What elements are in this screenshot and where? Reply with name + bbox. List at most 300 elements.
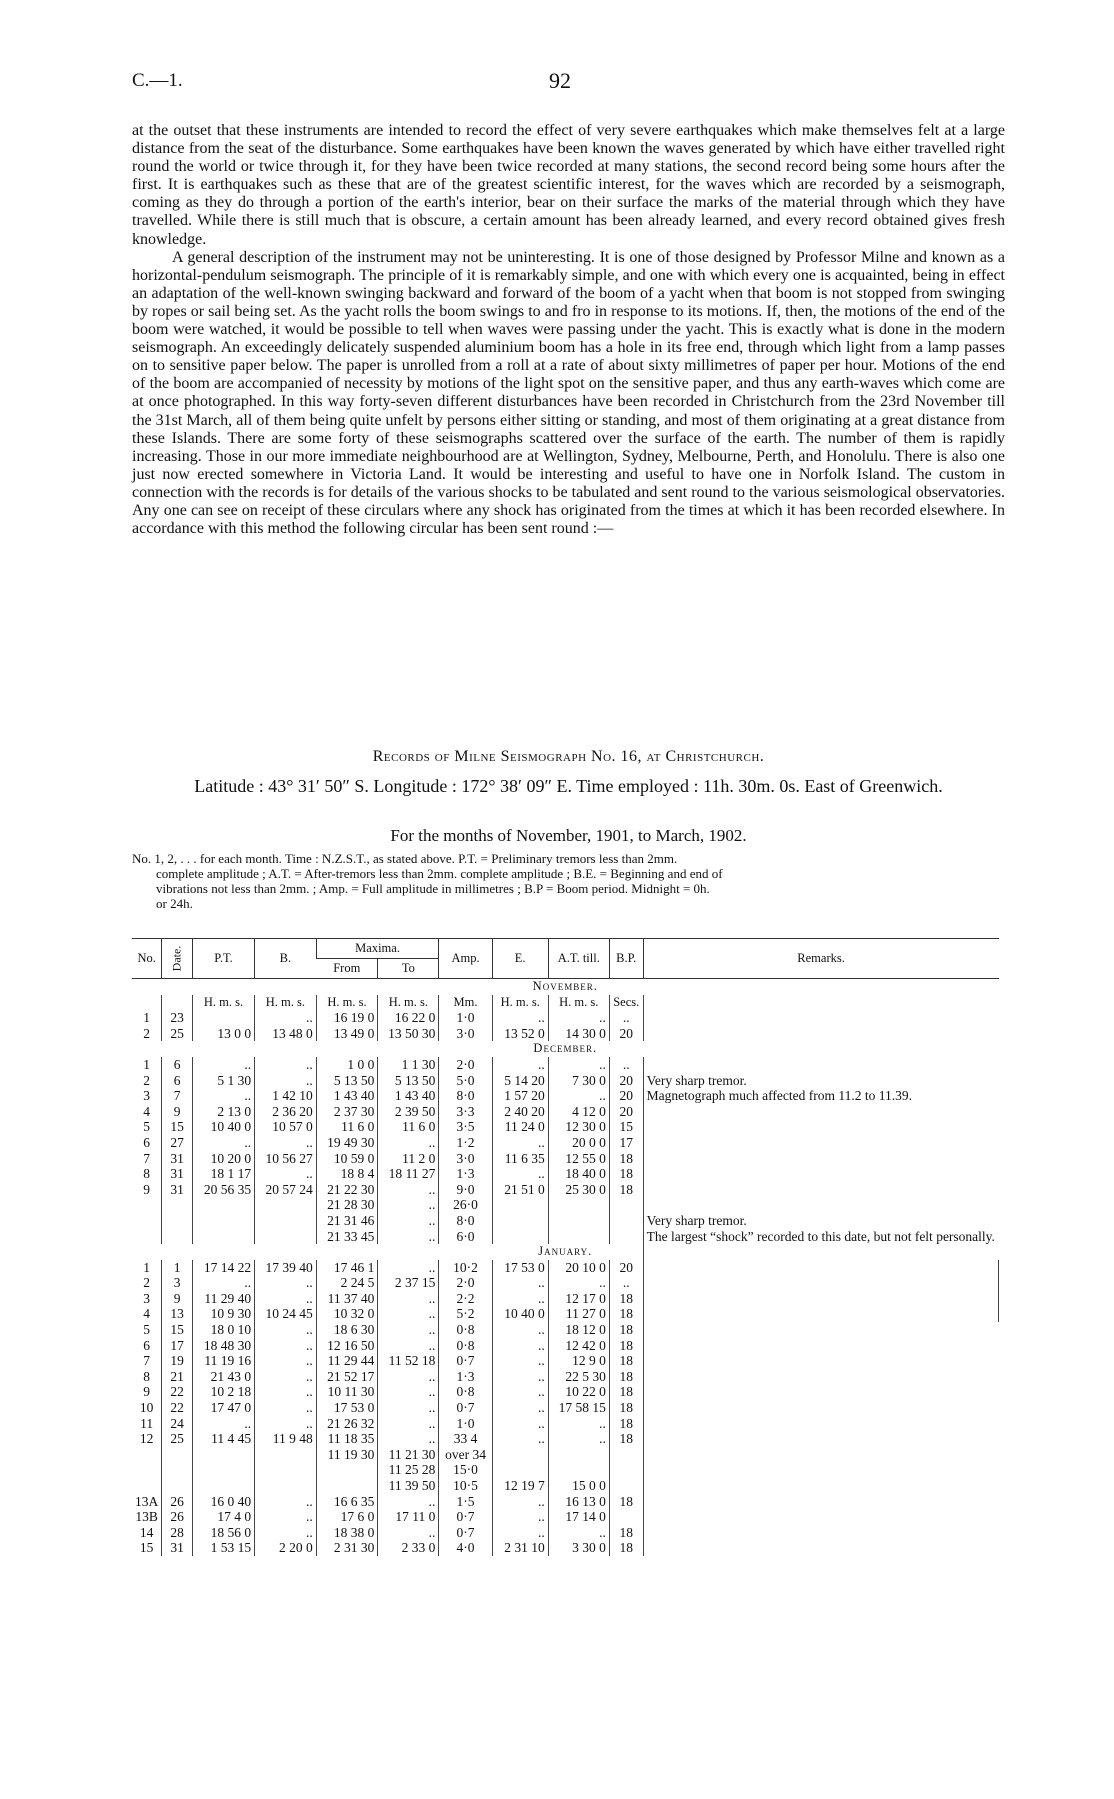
table-cell: 16 22 0 [378, 1010, 439, 1026]
table-cell: 33 4 [439, 1431, 492, 1447]
table-cell: 11 29 44 [316, 1353, 378, 1369]
table-row [132, 1229, 1005, 1245]
table-cell [162, 1478, 193, 1494]
table-cell: .. [192, 1416, 254, 1432]
table-cell: 0·7 [439, 1525, 492, 1541]
table-cell [162, 1229, 193, 1245]
table-cell: 22 5 30 [548, 1369, 609, 1385]
table-cell: 1 53 15 [192, 1540, 254, 1556]
table-cell [609, 1447, 643, 1463]
table-cell: 10 32 0 [316, 1306, 378, 1322]
table-cell: 0·8 [439, 1322, 492, 1338]
remarks-cell: Very sharp tremor. [643, 1073, 998, 1089]
table-cell: .. [609, 1010, 643, 1026]
table-cell: 18 [609, 1322, 643, 1338]
table-cell: .. [378, 1291, 439, 1307]
table-cell [316, 1462, 378, 1478]
remarks-cell [643, 1057, 998, 1073]
table-cell: 12 55 0 [548, 1151, 609, 1167]
table-cell [492, 1447, 548, 1463]
table-cell: .. [548, 1416, 609, 1432]
table-cell: 2 [143, 1072, 151, 1088]
table-cell: 25 [162, 1431, 193, 1447]
month-name: January. [538, 1244, 593, 1259]
table-cell [548, 1462, 609, 1478]
table-row [132, 1166, 1005, 1182]
table-cell [609, 1462, 643, 1478]
unit-label: Mm. [439, 995, 492, 1011]
series-code: C.—1. [132, 70, 183, 91]
table-cell: 15 [162, 1119, 193, 1135]
table-cell: 2 24 5 [316, 1275, 378, 1291]
table-cell: .. [609, 1275, 643, 1291]
table-cell [609, 1229, 643, 1245]
table-row [132, 1478, 1005, 1494]
table-cell: 11 6 0 [378, 1119, 439, 1135]
remarks-cell [643, 1166, 998, 1182]
table-cell: 17 [162, 1338, 193, 1354]
table-cell: 11 29 40 [192, 1291, 254, 1307]
table-cell: 6 [162, 1073, 193, 1089]
table-cell: 8 [143, 1166, 151, 1182]
table-cell: 3·3 [439, 1104, 492, 1120]
table-row [132, 1010, 1005, 1026]
table-cell: 10 20 0 [192, 1151, 254, 1167]
table-row [132, 1353, 1005, 1369]
table-cell: 10 2 18 [192, 1384, 254, 1400]
table-cell: .. [192, 1088, 254, 1104]
table-cell: .. [378, 1229, 439, 1245]
seismograph-table [132, 938, 1005, 1556]
table-cell: 22 [162, 1400, 193, 1416]
header-date-text: Date. [169, 945, 184, 972]
table-cell: 10 56 27 [255, 1151, 317, 1167]
table-cell: .. [492, 1322, 548, 1338]
table-cell [192, 1447, 254, 1463]
table-cell: 2 40 20 [492, 1104, 548, 1120]
table-cell: 2 20 0 [255, 1540, 317, 1556]
header-date [162, 939, 193, 979]
table-cell: 18 [609, 1416, 643, 1432]
table-cell: 20 0 0 [548, 1135, 609, 1151]
remarks-cell [643, 1447, 998, 1463]
table-cell: 6 [143, 1134, 151, 1150]
table-cell [548, 1229, 609, 1245]
table-cell: 0·8 [439, 1338, 492, 1354]
table-cell: 15 [162, 1322, 193, 1338]
table-cell: 11 6 0 [316, 1119, 378, 1135]
table-cell: 1·2 [439, 1135, 492, 1151]
table-cell: 18 [609, 1353, 643, 1369]
table-row [132, 1026, 1005, 1042]
table-cell: .. [255, 1135, 317, 1151]
remarks-cell [643, 1197, 998, 1213]
paragraph: at the outset that these instruments are intended to record the effect of very severe earthquakes which make themselves felt at a large distance from the seat of the disturbance. Some earthquakes have been known the waves generated by which have either travelled right round the world or twice through it, for they have been twice recorded at many stations, the second record being some hours after the first. It is earthquakes such as these that are of the greatest scientific interest, for the waves which are recorded by a seismograph, coming as they do through a portion of the earth's interior, bear on their surface the marks of the material through which they have travelled. While there is still much that is obscure, a certain amount has been already learned, and every record obtained gives fresh knowledge. [132, 122, 1005, 248]
header-maxima: Maxima. [316, 939, 439, 959]
table-cell: 11 25 28 [378, 1462, 439, 1478]
table-cell: 11 9 48 [255, 1431, 317, 1447]
remarks-cell [643, 1151, 998, 1167]
remarks-cell [643, 1322, 998, 1338]
table-cell [548, 1197, 609, 1213]
table-cell [132, 1229, 162, 1245]
table-cell: .. [378, 1322, 439, 1338]
table-cell: 7 [143, 1150, 151, 1166]
table-cell: 3·0 [439, 1151, 492, 1167]
table-cell: 26 [162, 1494, 193, 1510]
table-cell: 6 [162, 1057, 193, 1073]
table-cell [609, 1509, 643, 1525]
table-cell: 1 [162, 1260, 193, 1276]
table-cell: 18 [609, 1369, 643, 1385]
table-cell: 1 43 40 [378, 1088, 439, 1104]
table-cell: 2 [143, 1275, 151, 1291]
table-row [132, 1182, 1005, 1198]
remarks-cell [643, 1384, 998, 1400]
table-cell: 0·7 [439, 1353, 492, 1369]
table-cell: 13 48 0 [255, 1026, 317, 1042]
table-cell: 10 59 0 [316, 1151, 378, 1167]
table-cell: 11 52 18 [378, 1353, 439, 1369]
table-cell: .. [378, 1494, 439, 1510]
table-cell: 17 11 0 [378, 1509, 439, 1525]
table-cell: 18 [609, 1151, 643, 1167]
table-cell: 12 42 0 [548, 1338, 609, 1354]
table-cell: 10 24 45 [255, 1306, 317, 1322]
table-cell: .. [378, 1384, 439, 1400]
table-cell [609, 1478, 643, 1494]
table-cell: 15·0 [439, 1462, 492, 1478]
page-number: 92 [549, 68, 571, 93]
table-cell: 16 19 0 [316, 1010, 378, 1026]
table-cell: .. [492, 1416, 548, 1432]
table-cell: 19 49 30 [316, 1135, 378, 1151]
table-cell: 0·7 [439, 1400, 492, 1416]
table-cell: 4 [143, 1306, 151, 1322]
unit-row [132, 995, 1005, 1011]
table-row [132, 1462, 1005, 1478]
table-cell: .. [492, 1400, 548, 1416]
table-cell: 1 57 20 [492, 1088, 548, 1104]
table-cell: 5 1 30 [192, 1073, 254, 1089]
table-cell: 12 30 0 [548, 1119, 609, 1135]
table-cell: 15 [609, 1119, 643, 1135]
table-row [132, 1525, 1005, 1541]
table-cell: 27 [162, 1135, 193, 1151]
table-cell: 1 0 0 [316, 1057, 378, 1073]
table-cell: 18 [609, 1494, 643, 1510]
table-cell: 18 [609, 1525, 643, 1541]
table-cell [548, 1447, 609, 1463]
legend-line: complete amplitude ; A.T. = After-tremors less than 2mm. complete amplitude ; B.E. = Beginning and end of [156, 866, 723, 881]
table-cell: 1 [143, 1259, 151, 1275]
unit-label: H. m. s. [548, 995, 609, 1011]
table-cell: 17 46 1 [316, 1260, 378, 1276]
table-cell: .. [492, 1010, 548, 1026]
table-cell [643, 995, 998, 1011]
table-row [132, 1135, 1005, 1151]
table-cell: 0·7 [439, 1509, 492, 1525]
table-cell: 18 [609, 1306, 643, 1322]
header-e: E. [492, 939, 548, 979]
table-cell: .. [548, 1431, 609, 1447]
table-cell: .. [492, 1275, 548, 1291]
table-cell [132, 1197, 162, 1213]
table-cell: 17 4 0 [192, 1509, 254, 1525]
table-cell: 3 [162, 1275, 193, 1291]
table-row [132, 1338, 1005, 1354]
table-cell: 16 13 0 [548, 1494, 609, 1510]
table-row [132, 1494, 1005, 1510]
table-cell: 2 37 30 [316, 1104, 378, 1120]
table-row [132, 1509, 1005, 1525]
records-title: Records of Milne Seismograph No. 16, at Christchurch. [372, 748, 765, 765]
remarks-cell [643, 1494, 998, 1510]
table-cell: 18 8 4 [316, 1166, 378, 1182]
table-cell: 14 30 0 [548, 1026, 609, 1042]
table-cell: .. [378, 1525, 439, 1541]
table-cell: 20 [609, 1104, 643, 1120]
table-cell [492, 1213, 548, 1229]
table-cell: 18 [609, 1166, 643, 1182]
table-cell: 1 [143, 1010, 151, 1026]
table-cell [162, 995, 193, 1011]
table-cell: 8 [143, 1368, 151, 1384]
table-row [132, 1151, 1005, 1167]
table-cell: .. [492, 1369, 548, 1385]
table-body [132, 979, 1005, 1556]
table-cell: 18 [609, 1400, 643, 1416]
table-cell: .. [492, 1338, 548, 1354]
table-cell: .. [255, 1057, 317, 1073]
table-cell: 1 43 40 [316, 1088, 378, 1104]
paragraph: A general description of the instrument may not be uninteresting. It is one of those designed by Professor Milne and known as a horizontal-pendulum seismograph. The principle of it is remarkably simple, and one with which every one is acquainted, being in effect an adaptation of the well-known swinging backward and forward of the boom of a yacht when that boom is not stopped from swinging by ropes or sail being set. As the yacht rolls the boom swings to and fro in response to its motions. If, then, the motions of the end of the boom were watched, it would be possible to tell when waves were passing under the yacht. This is exactly what is done in the modern seismograph. An exceedingly delicately suspended aluminium boom has a hole in its free end, through which light from a lamp passes on to sensitive paper below. The paper is unrolled from a roll at a rate of about sixty millimetres of paper per hour. Motions of the end of the boom are accompanied of necessity by motions of the light spot on the sensitive paper, and thus any earth-waves which come are at once photographed. In this way forty-seven different disturbances have been recorded in Christchurch from the 23rd November till the 31st March, all of them being quite unfelt by persons either sitting or standing, and most of them originating at a great distance from these Islands. There are some forty of these seismographs scattered over the surface of the earth. The number of them is rapidly increasing. Those in our more immediate neighbourhood are at Wellington, Sydney, Melbourne, Perth, and Honolulu. There is also one just now erected somewhere in Victoria Land. It would be interesting and useful to have one in Norfolk Island. The custom in connection with the records is for details of the various shocks to be tabulated and sent round to the various seismological observatories. Any one can see on receipt of these circulars where any shock has originated from the times at which it has been recorded elsewhere. In accordance with this method the following circular has been sent round :— [132, 248, 1005, 538]
table-cell: 20 [609, 1088, 643, 1104]
table-cell: 10·2 [439, 1260, 492, 1276]
table-cell: 10 57 0 [255, 1119, 317, 1135]
table-cell: 18 48 30 [192, 1338, 254, 1354]
table-cell: 15 0 0 [548, 1478, 609, 1494]
table-cell: 12 16 50 [316, 1338, 378, 1354]
table-cell: 20 [609, 1073, 643, 1089]
table-cell: 2·0 [439, 1275, 492, 1291]
remarks-cell [643, 1416, 998, 1432]
table-cell [162, 1197, 193, 1213]
table-cell: 13 50 30 [378, 1026, 439, 1042]
table-cell: 17 14 22 [192, 1260, 254, 1276]
table-cell: .. [255, 1400, 317, 1416]
table-cell: .. [255, 1494, 317, 1510]
table-cell: 21 43 0 [192, 1369, 254, 1385]
table-cell [492, 1462, 548, 1478]
table-cell: .. [492, 1384, 548, 1400]
table-cell: 13 49 0 [316, 1026, 378, 1042]
table-cell: 23 [162, 1010, 193, 1026]
table-cell: .. [378, 1197, 439, 1213]
table-cell: .. [255, 1010, 317, 1026]
table-cell: 20 [609, 1026, 643, 1042]
table-row [132, 1088, 1005, 1104]
body-text [132, 122, 1005, 538]
table-cell: .. [378, 1213, 439, 1229]
table-cell: 4·0 [439, 1540, 492, 1556]
unit-label: H. m. s. [316, 995, 378, 1011]
legend-line: or 24h. [156, 896, 193, 911]
month-row [132, 1041, 1005, 1057]
table-cell: 2 33 0 [378, 1540, 439, 1556]
table-cell: .. [255, 1291, 317, 1307]
table-cell: 10 40 0 [192, 1119, 254, 1135]
header-to: To [378, 959, 439, 979]
table-cell: 2 13 0 [192, 1104, 254, 1120]
table-cell: 17 53 0 [316, 1400, 378, 1416]
table-cell: .. [255, 1384, 317, 1400]
table-cell: 18 [609, 1182, 643, 1198]
header-b: B. [255, 939, 317, 979]
table-cell [192, 1229, 254, 1245]
table-cell: 1·0 [439, 1010, 492, 1026]
table-cell: 17 58 15 [548, 1400, 609, 1416]
table-cell: 13A [135, 1493, 159, 1509]
table-cell: 9 [143, 1181, 151, 1197]
table-cell: .. [255, 1353, 317, 1369]
table-cell: .. [255, 1166, 317, 1182]
table-cell: 4 12 0 [548, 1104, 609, 1120]
remarks-cell [643, 1400, 998, 1416]
table-cell: 26 [162, 1509, 193, 1525]
table-cell: 21 26 32 [316, 1416, 378, 1432]
table-cell: 11 2 0 [378, 1151, 439, 1167]
table-cell: 11 4 45 [192, 1431, 254, 1447]
table-cell [255, 1478, 317, 1494]
table-cell: .. [192, 1275, 254, 1291]
table-cell [132, 995, 162, 1011]
month-row [132, 1244, 1005, 1260]
table-cell: 28 [162, 1525, 193, 1541]
table-cell: 18 [609, 1338, 643, 1354]
location-line: Latitude : 43° 31′ 50″ S. Longitude : 172° 38′ 09″ E. Time employed : 11h. 30m. 0s. East of Greenwich. [194, 776, 943, 796]
table-cell: 8·0 [439, 1213, 492, 1229]
table-cell: .. [378, 1338, 439, 1354]
remarks-cell [643, 1010, 998, 1026]
remarks-cell [643, 1462, 998, 1478]
table-cell: 11 6 35 [492, 1151, 548, 1167]
table-cell: 13 [162, 1306, 193, 1322]
table-cell: 17 47 0 [192, 1400, 254, 1416]
header-no: No. [132, 939, 162, 979]
table-cell: .. [192, 1057, 254, 1073]
table-cell: 17 14 0 [548, 1509, 609, 1525]
table-cell: 9·0 [439, 1182, 492, 1198]
unit-label: H. m. s. [492, 995, 548, 1011]
table-cell: 18 1 17 [192, 1166, 254, 1182]
table-cell [255, 1447, 317, 1463]
month-name: December. [533, 1041, 598, 1056]
table-cell [132, 1447, 162, 1463]
table-cell [609, 1213, 643, 1229]
table-cell: 5 [143, 1119, 151, 1135]
table-cell: 5 13 50 [378, 1073, 439, 1089]
table-row [132, 1197, 1005, 1213]
months-line: For the months of November, 1901, to March, 1902. [390, 826, 747, 845]
table-cell [192, 1478, 254, 1494]
table-cell: .. [255, 1322, 317, 1338]
table-cell: 24 [162, 1416, 193, 1432]
table-cell [316, 1478, 378, 1494]
header-at: A.T. till. [548, 939, 609, 979]
table-cell: .. [609, 1057, 643, 1073]
remarks-cell: Very sharp tremor. [643, 1213, 998, 1229]
table-cell: 9 [143, 1384, 151, 1400]
remarks-cell [999, 1275, 1006, 1291]
table-cell: 13 52 0 [492, 1026, 548, 1042]
table-cell: 20 57 24 [255, 1182, 317, 1198]
table-cell: 3 [143, 1088, 151, 1104]
table-cell: 16 0 40 [192, 1494, 254, 1510]
table-cell: 18 [609, 1431, 643, 1447]
table-cell: 10·5 [439, 1478, 492, 1494]
table-cell: 1·5 [439, 1494, 492, 1510]
table-cell: 18 [609, 1291, 643, 1307]
table-cell: 1 [143, 1056, 151, 1072]
table-cell [132, 1478, 162, 1494]
table-cell: 8·0 [439, 1088, 492, 1104]
table-cell: 1·3 [439, 1166, 492, 1182]
table-cell: 3·5 [439, 1119, 492, 1135]
table-cell: 17 53 0 [492, 1260, 548, 1276]
table-cell: .. [492, 1509, 548, 1525]
table-cell [132, 1462, 162, 1478]
table-cell: .. [378, 1135, 439, 1151]
table-cell: 14 [139, 1524, 154, 1540]
remarks-cell: The largest “shock” recorded to this date, but not felt personally. [643, 1229, 998, 1323]
table-cell: 5 14 20 [492, 1073, 548, 1089]
table-cell: 21 31 46 [316, 1213, 378, 1229]
table-cell: 18 [609, 1540, 643, 1556]
table-cell: 4 [143, 1103, 151, 1119]
table-cell: .. [255, 1275, 317, 1291]
header-from: From [316, 959, 378, 979]
table-cell: 11 37 40 [316, 1291, 378, 1307]
table-cell: 2 39 50 [378, 1104, 439, 1120]
table-cell [162, 1447, 193, 1463]
table-cell: .. [492, 1525, 548, 1541]
table-cell: 11 [140, 1415, 154, 1431]
table-cell: 21 22 30 [316, 1182, 378, 1198]
remarks-cell [643, 1135, 998, 1151]
table-cell: .. [378, 1306, 439, 1322]
table-row [132, 1213, 1005, 1229]
remarks-cell [643, 1353, 998, 1369]
table-cell: .. [548, 1010, 609, 1026]
table-cell: 1 42 10 [255, 1088, 317, 1104]
table-cell: 11 21 30 [378, 1447, 439, 1463]
table-cell: over 34 [439, 1447, 492, 1463]
table-cell: .. [548, 1525, 609, 1541]
table-cell: 17 6 0 [316, 1509, 378, 1525]
table-cell: 16 6 35 [316, 1494, 378, 1510]
table-cell [609, 1197, 643, 1213]
table-cell: 3 30 0 [548, 1540, 609, 1556]
table-cell: 7 30 0 [548, 1073, 609, 1089]
table-cell [492, 1197, 548, 1213]
table-cell: 22 [162, 1384, 193, 1400]
table-row [132, 1073, 1005, 1089]
table-cell: 18 11 27 [378, 1166, 439, 1182]
table-cell: .. [378, 1400, 439, 1416]
table-cell: 12 17 0 [548, 1291, 609, 1307]
table-cell: .. [255, 1073, 317, 1089]
